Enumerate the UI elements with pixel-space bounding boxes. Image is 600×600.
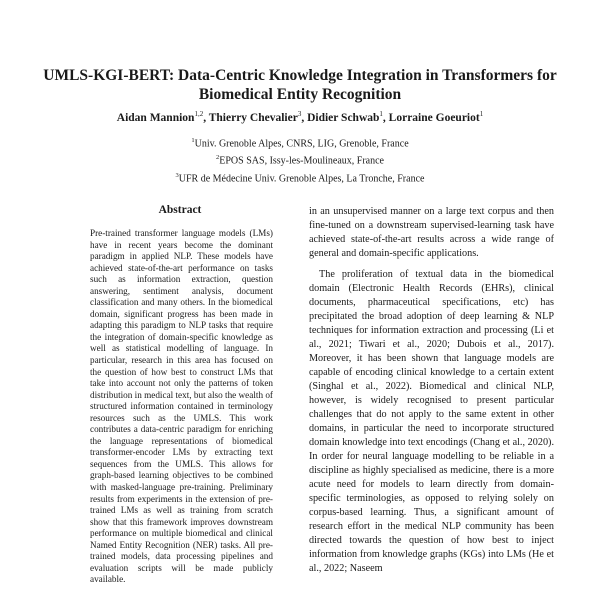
- affiliation-mark: 2: [216, 154, 220, 161]
- abstract-column: [90, 228, 273, 600]
- paper-title: UMLS-KGI-BERT: Data-Centric Knowledge Integration in Transformers for Biomedical Entity Recognition: [43, 67, 557, 103]
- author-affiliation-mark: 3: [297, 110, 302, 118]
- author-separator: ,: [203, 111, 209, 124]
- abstract-text: Pre-trained transformer language models (LMs) have in recent years become the dominant paradigm in applied NLP. These models have achieved state-of-the-art performance on tasks such as information extraction, question answering, sentiment analysis, document classification and many others. In the biomedical domain, significant progress has been made in adapting this paradigm to NLP tasks that require the integration of domain-specific knowledge as well as statistical modelling of language. In particular, research in this area has focused on the question of how best to construct LMs that take into account not only the patterns of token distribution in medical text, but also the wealth of structured information contained in terminology resources such as the UMLS. This work contributes a data-centric paradigm for enriching the language representations of biomedical transformer-encoder LMs by extracting text sequences from the UMLS. This allows for graph-based learning objectives to be combined with masked-language pre-training. Preliminary results from experiments in the extension of pre-trained LMs as well as training from scratch show that this framework improves downstream performance on multiple biomedical and clinical Named Entity Recognition (NER) tasks. All pre-trained models, data processing pipelines and evaluation scripts will be made publicly available.: [90, 228, 273, 585]
- affiliation-mark: 3: [175, 172, 179, 179]
- author-affiliation-mark: 1,2: [194, 110, 204, 118]
- author-name: Thierry Chevalier: [208, 111, 298, 124]
- author-separator: ,: [382, 111, 389, 124]
- author-list: [40, 110, 560, 124]
- body-paragraph: The proliferation of textual data in the biomedical domain (Electronic Health Records (EHRs), clinical documents, pharmaceutical specifications, etc) has precipitated the broad adoption of deep learning & NLP techniques for information extraction and processing (Li et al., 2021; Tiwari et al., 2020; Dubois et al., 2017). Moreover, it has been shown that language models are capable of encoding clinical knowledge to a certain extent (Singhal et al., 2022). Biomedical and clinical NLP, however, is widely recognised to present particular challenges that do not apply to the same extent in other domains, in particular the need to incorporate structured domain knowledge into text encodings (Chang et al., 2020). In order for neural language modelling to be reliable in a discipline as highly specialised as medicine, there is a more acute need for models to learn directly from domain-specific terminologies, as opposed to relying solely on corpus-based learning. Thus, a significant amount of research effort in the medical NLP community has been directed towards the question of how best to inject information from knowledge graphs (KGs) into LMs (He et al., 2022; Naseem: [309, 269, 554, 574]
- affiliation-text: UFR de Médecine Univ. Grenoble Alpes, La Tronche, France: [178, 173, 425, 185]
- abstract-heading: Abstract: [158, 204, 202, 216]
- affiliation-mark: 1: [191, 137, 195, 144]
- author-name: Aidan Mannion: [116, 111, 195, 124]
- author-name: Lorraine Goeuriot: [388, 111, 480, 124]
- body-paragraph: in an unsupervised manner on a large text corpus and then fine-tuned on a downstream supervised-learning task have achieved state-of-the-art results across a wide range of general and domain-specific applications.: [309, 206, 554, 259]
- affiliation-2: [40, 154, 560, 166]
- affiliation-text: Univ. Grenoble Alpes, CNRS, LIG, Grenoble, France: [194, 138, 409, 150]
- affiliation-1: [40, 137, 560, 149]
- body-column: [309, 205, 554, 600]
- author-separator: ,: [301, 111, 308, 124]
- affiliation-text: EPOS SAS, Issy-les-Moulineaux, France: [219, 155, 384, 167]
- author-name: Didier Schwab: [307, 111, 380, 124]
- affiliation-3: [40, 172, 560, 184]
- author-affiliation-mark: 1: [479, 110, 484, 118]
- author-affiliation-mark: 1: [379, 110, 383, 118]
